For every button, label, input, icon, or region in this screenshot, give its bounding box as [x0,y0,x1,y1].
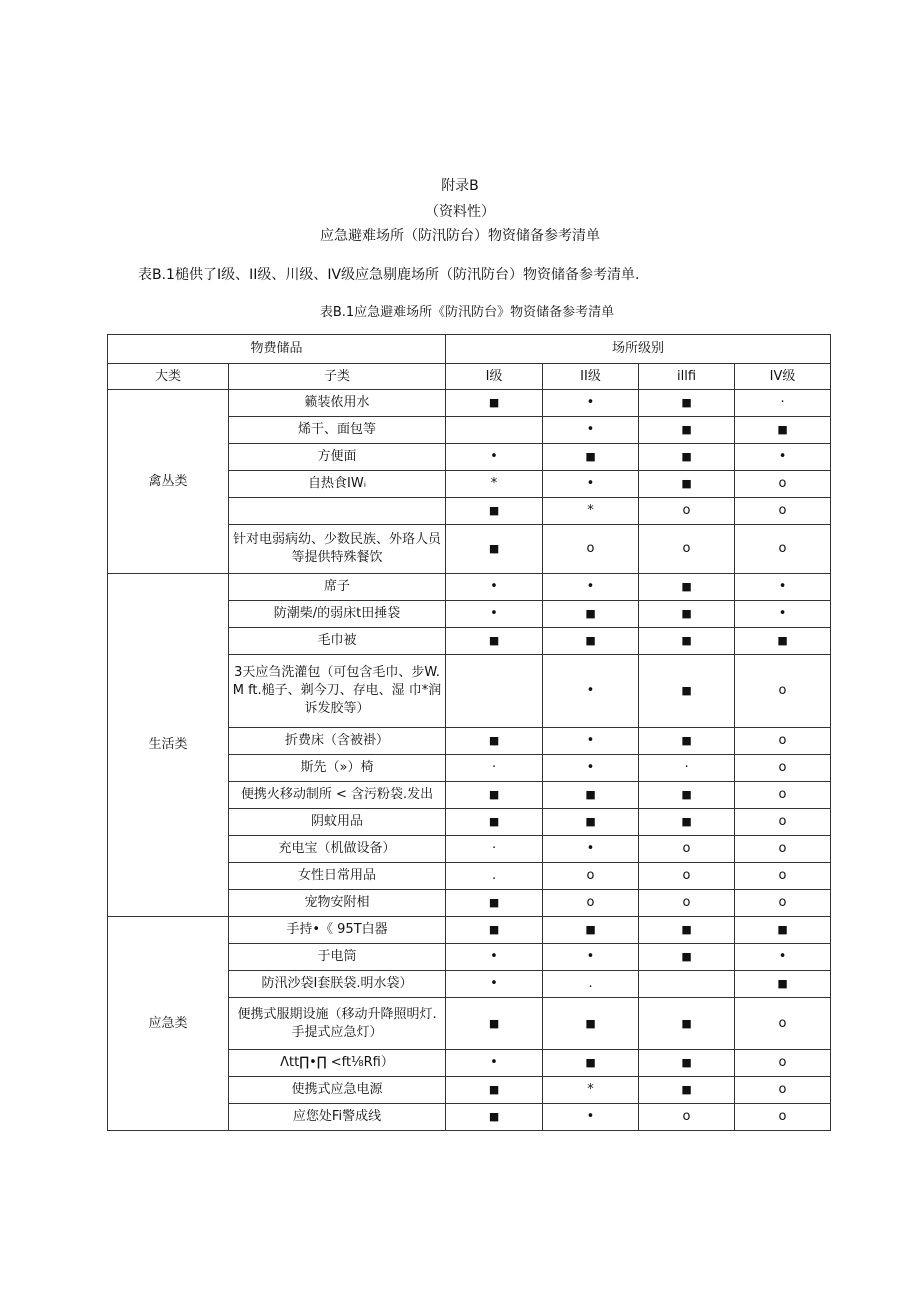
level-mark: ■ [488,1016,500,1030]
level-mark: o [778,541,787,556]
level-mark: ■ [681,423,692,436]
level-mark: ■ [585,788,596,801]
item-cell: 方便面 [229,444,446,471]
level-mark: • [586,760,595,775]
level-mark: ■ [681,607,692,620]
level-mark-cell [735,1050,831,1077]
level-mark-cell [735,498,831,525]
level-mark: ■ [777,923,788,936]
level-mark: • [586,683,595,698]
level-mark-cell [735,782,831,809]
level-mark: o [778,733,787,748]
level-mark: ■ [681,1016,692,1030]
level-mark-cell [446,390,543,417]
level-mark-cell [639,574,735,601]
level-mark-cell [735,655,831,728]
item-cell: 3天应刍洗灌包（可包含毛巾、步W. M ft.槌子、剃今刀、存电、湿 巾*润诉发胶等） [229,655,446,728]
level-mark-cell [446,525,543,574]
level-mark-cell [446,1050,543,1077]
level-mark: o [778,1082,787,1097]
level-mark-cell [735,628,831,655]
header-supplies: 物费储品 [108,335,446,364]
item-cell: 便携火移动制所 < 含污粉袋.发出 [229,782,446,809]
level-mark: o [778,787,787,802]
level-mark: o [682,503,691,518]
level-mark-cell [735,601,831,628]
item-cell: 折费床（含被褂） [229,728,446,755]
header-item: 子类 [229,364,446,390]
level-mark: ■ [681,634,692,647]
level-mark-cell [735,574,831,601]
level-mark: o [586,541,595,556]
level-mark-cell [446,755,543,782]
level-mark: ■ [681,1056,692,1069]
level-mark-cell [543,601,639,628]
level-mark: ■ [488,634,500,647]
level-mark: • [586,579,595,594]
item-cell: 便携式服期设施（移动升降照明灯.手提式应急灯） [229,998,446,1050]
item-cell: 充电宝（机做设备） [229,836,446,863]
level-mark-cell [543,755,639,782]
level-mark-cell [735,755,831,782]
level-mark-cell [543,917,639,944]
level-mark: • [490,949,498,964]
level-mark-cell [639,628,735,655]
table-row [108,390,831,417]
level-mark-cell [639,444,735,471]
level-mark-cell [639,998,735,1050]
header-level-3: illfi [639,364,735,390]
category-cell: 禽丛类 [108,390,229,574]
level-mark-cell [543,655,639,728]
level-mark-cell [543,574,639,601]
level-mark-cell [446,1104,543,1131]
level-mark-cell [543,1104,639,1131]
level-mark-cell [639,890,735,917]
level-mark-cell [543,471,639,498]
level-mark: ■ [488,396,500,409]
level-mark: o [682,841,691,856]
level-mark-cell [446,917,543,944]
level-mark: . [491,868,497,883]
level-mark-cell [446,417,543,444]
level-mark: * [587,503,594,518]
level-mark-cell [543,728,639,755]
level-mark: ■ [585,634,596,647]
level-mark-cell [735,836,831,863]
header-level-2: II级 [543,364,639,390]
level-mark-cell [543,525,639,574]
level-mark-cell [543,444,639,471]
level-mark: . [588,976,593,991]
table-row [108,574,831,601]
level-mark: • [778,606,787,621]
item-cell: 女性日常用品 [229,863,446,890]
item-cell [229,498,446,525]
level-mark-cell [446,628,543,655]
appendix-heading: 应急避难场所（防汛防台）物资储备参考清单 [320,228,600,244]
level-mark-cell [446,471,543,498]
level-mark: ■ [681,734,692,747]
level-mark: o [778,503,787,518]
level-mark-cell [543,944,639,971]
level-mark: o [778,814,787,829]
level-mark: • [490,579,498,594]
level-mark: • [490,606,498,621]
level-mark: • [778,579,787,594]
level-mark-cell [543,782,639,809]
level-mark: ■ [488,542,500,555]
level-mark: o [778,1015,787,1031]
category-cell: 应急类 [108,917,229,1131]
level-mark-cell [639,782,735,809]
level-mark: o [586,895,595,910]
level-mark-cell [446,863,543,890]
level-mark: • [586,395,595,410]
appendix-title: 附录B [441,178,479,194]
level-mark: · [491,841,497,856]
item-cell: 阴蚊用品 [229,809,446,836]
level-mark: • [778,449,787,464]
appendix-note: （资料性） [425,204,495,220]
inventory-table [107,334,831,1131]
level-mark: ■ [681,684,692,697]
level-mark: * [490,476,498,491]
header-level-4: IV级 [735,364,831,390]
level-mark: ■ [681,396,692,409]
header-category: 大类 [108,364,229,390]
level-mark-cell [446,728,543,755]
level-mark-cell [543,1077,639,1104]
level-mark-cell [735,471,831,498]
level-mark-cell [543,863,639,890]
level-mark: ■ [585,923,596,936]
level-mark: • [490,1055,498,1070]
level-mark: ■ [681,923,692,936]
level-mark: o [778,760,787,775]
level-mark-cell [735,1104,831,1131]
level-mark-cell [735,944,831,971]
level-mark-cell [639,1104,735,1131]
level-mark: ■ [585,607,596,620]
level-mark: ■ [681,1083,692,1096]
level-mark-cell [639,1050,735,1077]
level-mark-cell [446,655,543,728]
level-mark-cell [446,836,543,863]
level-mark: o [682,541,691,556]
level-mark-cell [446,971,543,998]
level-mark-cell [639,601,735,628]
level-mark: ■ [488,788,500,801]
level-mark: • [490,976,498,991]
level-mark-cell [446,601,543,628]
level-mark-cell [639,1077,735,1104]
table-caption: 表B.1应急避难场所《防汛防台》物资储备参考清单 [319,305,615,320]
level-mark-cell [543,1050,639,1077]
level-mark: ■ [585,815,596,828]
level-mark-cell [446,809,543,836]
level-mark: • [586,733,595,748]
level-mark-cell [639,655,735,728]
level-mark-cell [446,998,543,1050]
level-mark-cell [543,498,639,525]
level-mark-cell [639,728,735,755]
level-mark-cell [639,525,735,574]
item-cell: 防潮柴/的弱床t田捶袋 [229,601,446,628]
level-mark: ■ [777,634,788,647]
item-cell: 籁装侬用水 [229,390,446,417]
level-mark: ■ [488,815,500,828]
level-mark: ■ [681,788,692,801]
level-mark: • [586,841,595,856]
level-mark-cell [735,998,831,1050]
level-mark: ■ [681,580,692,593]
item-cell: 席子 [229,574,446,601]
level-mark: · [491,760,497,775]
item-cell: 宠物安附相 [229,890,446,917]
level-mark: ■ [488,1083,500,1096]
level-mark: ■ [488,1110,500,1123]
level-mark: ■ [585,1016,596,1030]
level-mark-cell [543,809,639,836]
level-mark: o [778,1109,787,1124]
level-mark-cell [639,755,735,782]
level-mark-cell [639,917,735,944]
level-mark-cell [543,836,639,863]
level-mark: o [778,683,787,698]
level-mark: o [586,868,595,883]
level-mark: o [682,1109,691,1124]
level-mark-cell [639,390,735,417]
level-mark-cell [735,890,831,917]
table-row [108,917,831,944]
level-mark-cell [446,782,543,809]
category-cell: 生活类 [108,574,229,917]
intro-paragraph: 表B.1槌供了I级、II级、川级、IV级应急剔鹿场所（防汛防台）物资储备参考清单. [138,267,640,283]
level-mark: • [586,1109,595,1124]
level-mark: · [684,760,689,775]
level-mark-cell [735,863,831,890]
level-mark-cell [735,444,831,471]
level-mark-cell [446,574,543,601]
level-mark: ■ [488,734,500,747]
level-mark: ■ [488,504,500,517]
level-mark: o [778,841,787,856]
level-mark: ■ [488,923,500,936]
level-mark: * [587,1082,594,1097]
header-level-1: I级 [446,364,543,390]
item-cell: 使携式应急电源 [229,1077,446,1104]
item-cell: 于电筒 [229,944,446,971]
level-mark: o [682,868,691,883]
header-site-level: 场所级别 [446,335,831,364]
item-cell: 自热食IWᵢ [229,471,446,498]
level-mark-cell [446,1077,543,1104]
level-mark-cell [639,863,735,890]
level-mark: • [586,949,595,964]
level-mark: ■ [777,977,788,990]
level-mark-cell [735,417,831,444]
level-mark: o [682,895,691,910]
level-mark: ■ [585,1056,596,1069]
level-mark-cell [639,471,735,498]
level-mark-cell [639,971,735,998]
level-mark-cell [639,836,735,863]
level-mark-cell [446,444,543,471]
item-cell: 斯先（»）椅 [229,755,446,782]
level-mark: • [490,449,498,464]
level-mark-cell [639,809,735,836]
level-mark: ■ [488,896,500,909]
level-mark-cell [639,498,735,525]
level-mark: o [778,1055,787,1070]
level-mark-cell [735,917,831,944]
table-body [108,390,831,1131]
item-cell: 防汛沙袋I套朕袋.明水袋） [229,971,446,998]
level-mark: ■ [681,450,692,463]
level-mark-cell [543,890,639,917]
level-mark: ■ [777,423,788,436]
item-cell: 应您处Fi警成线 [229,1104,446,1131]
level-mark: o [778,868,787,883]
level-mark-cell [735,1077,831,1104]
level-mark: ■ [681,950,692,963]
item-cell: Λtt∏•∏ <ft⅛Rfi） [229,1050,446,1077]
level-mark-cell [446,944,543,971]
level-mark: o [778,476,787,491]
level-mark-cell [735,971,831,998]
level-mark: • [586,476,595,491]
level-mark: ■ [681,815,692,828]
level-mark: · [780,395,785,410]
level-mark-cell [446,498,543,525]
level-mark-cell [735,809,831,836]
level-mark-cell [735,728,831,755]
level-mark-cell [543,390,639,417]
level-mark-cell [639,944,735,971]
level-mark-cell [446,890,543,917]
item-cell: 烯干、面包等 [229,417,446,444]
level-mark-cell [543,971,639,998]
level-mark-cell [735,390,831,417]
level-mark-cell [735,525,831,574]
item-cell: 手持•《 95T白器 [229,917,446,944]
level-mark: ■ [585,450,596,463]
item-cell: 毛巾被 [229,628,446,655]
level-mark: • [778,949,787,964]
level-mark-cell [543,628,639,655]
level-mark: ■ [681,477,692,490]
level-mark-cell [639,417,735,444]
level-mark: o [778,895,787,910]
level-mark-cell [543,998,639,1050]
level-mark-cell [543,417,639,444]
level-mark: • [586,422,595,437]
item-cell: 针对电弱病幼、少数民族、外珞人员等提供特殊餐饮 [229,525,446,574]
